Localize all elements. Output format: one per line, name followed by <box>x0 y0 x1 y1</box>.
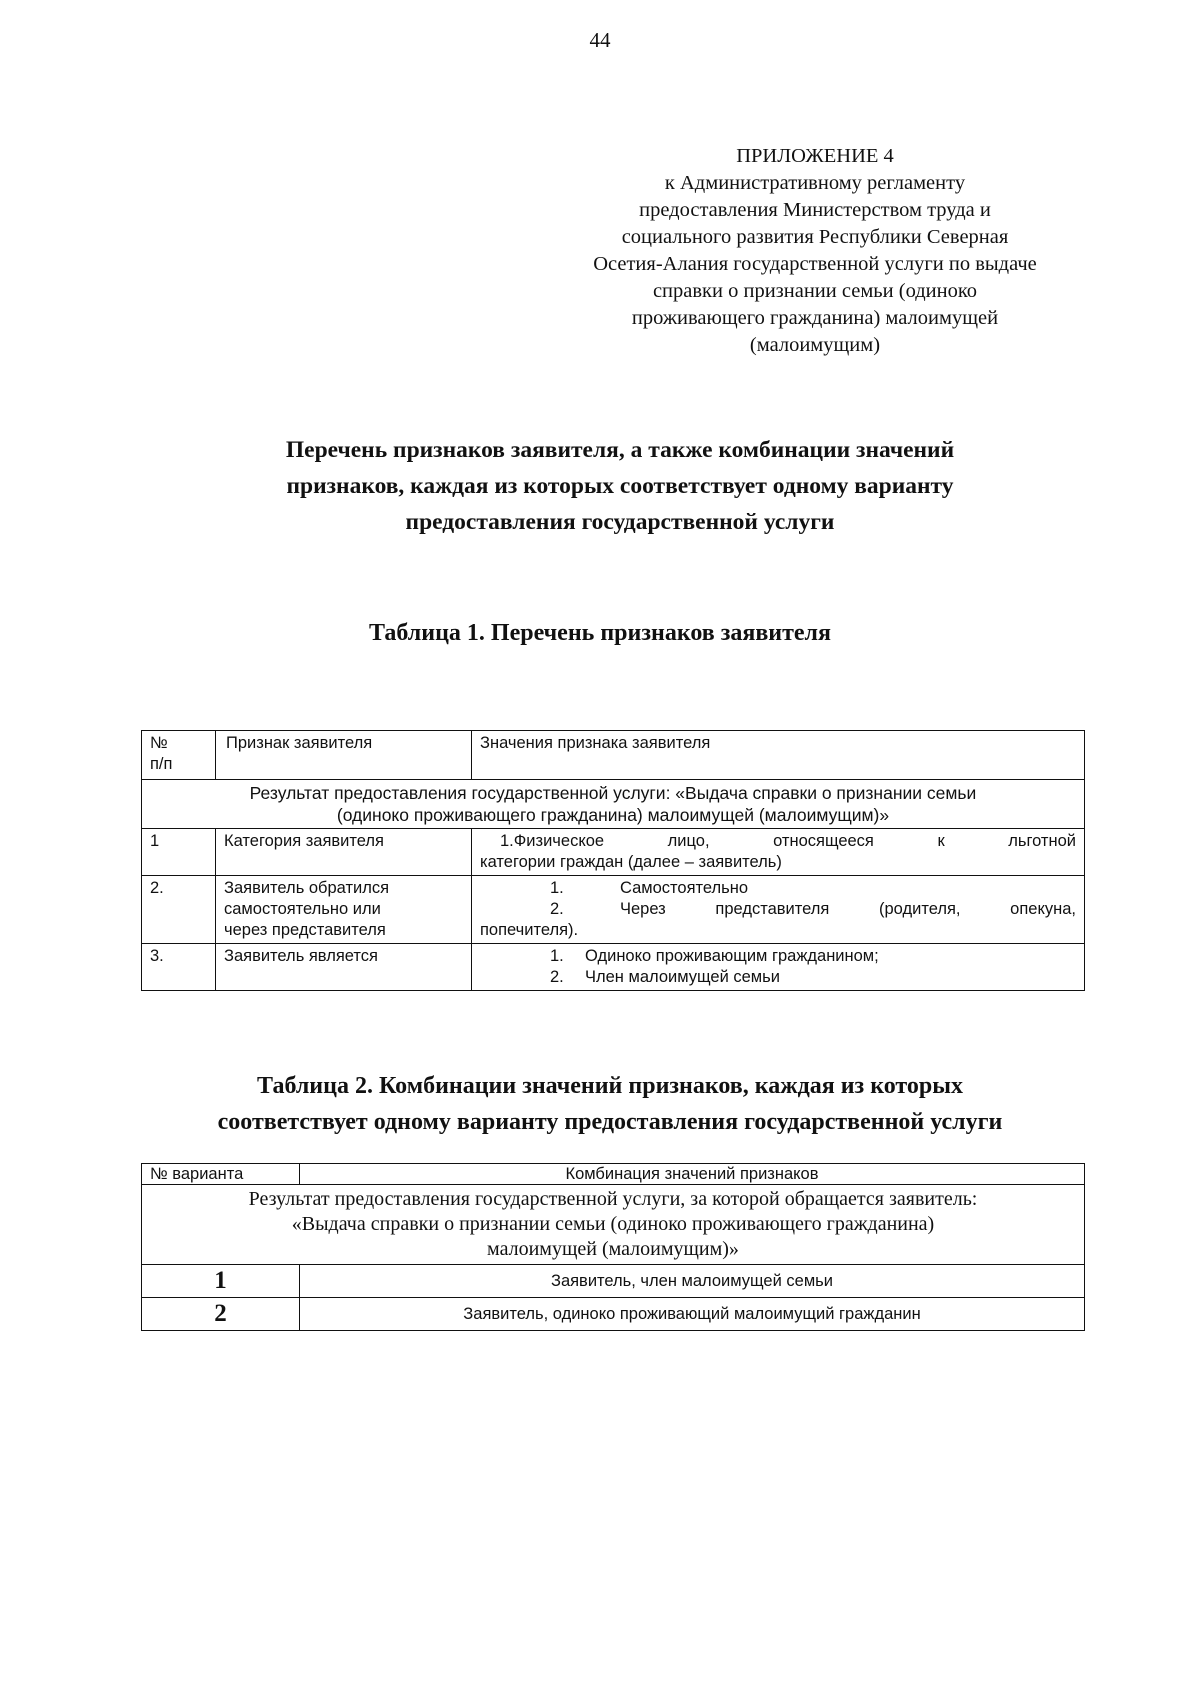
appendix-line: проживающего гражданина) малоимущей <box>631 307 999 329</box>
applicant-signs-table <box>141 730 1085 991</box>
result-line: малоимущей (малоимущим)» <box>487 1238 739 1260</box>
header-combination: Комбинация значений признаков <box>300 1164 1085 1185</box>
table2-title <box>130 1068 1090 1140</box>
table-row <box>142 1298 1085 1331</box>
document-title <box>170 432 1070 540</box>
row-sign <box>216 876 472 944</box>
header-values: Значения признака заявителя <box>472 731 1085 780</box>
variant-combinations-table <box>141 1163 1085 1331</box>
appendix-line: Осетия-Алания государственной услуги по выдаче <box>593 253 1037 275</box>
result-row <box>142 1185 1085 1265</box>
document-title-line: признаков, каждая из которых соответствует одному варианту <box>286 473 954 499</box>
appendix-line: ПРИЛОЖЕНИЕ 4 <box>736 145 894 167</box>
variant-combination: Заявитель, одиноко проживающий малоимущий гражданин <box>300 1298 1085 1331</box>
item-number: 2. <box>550 968 564 986</box>
table-header-row <box>142 1164 1085 1185</box>
table2-title-line: соответствует одному варианту предоставления государственной услуги <box>217 1109 1003 1135</box>
row-num: 3. <box>142 944 216 991</box>
row-values <box>472 876 1085 944</box>
variant-combination: Заявитель, член малоимущей семьи <box>300 1265 1085 1298</box>
sign-line: самостоятельно или <box>224 900 381 918</box>
item-text: Через представителя (родителя, опекуна, <box>620 900 1076 918</box>
header-sign: Признак заявителя <box>216 731 472 780</box>
row-sign: Заявитель является <box>216 944 472 991</box>
appendix-line: справки о признании семьи (одиноко <box>652 280 978 302</box>
appendix-line: (малоимущим) <box>749 334 881 356</box>
value-item <box>480 967 1076 988</box>
value-item <box>480 878 1076 899</box>
value-line: 1.Физическое лицо, относящееся к льготной <box>500 832 1076 850</box>
table-row <box>142 876 1085 944</box>
table-header-row <box>142 731 1085 780</box>
header-num-line2: п/п <box>150 755 173 773</box>
result-line: Результат предоставления государственной услуги, за которой обращается заявитель: <box>248 1188 978 1210</box>
value-item-continuation: попечителя). <box>480 921 579 939</box>
row-values <box>472 829 1085 876</box>
row-num: 2. <box>142 876 216 944</box>
appendix-header <box>540 143 1090 359</box>
appendix-line: к Административному регламенту <box>664 172 966 194</box>
result-cell <box>142 780 1085 829</box>
appendix-line: социального развития Республики Северная <box>621 226 1009 248</box>
table-row <box>142 944 1085 991</box>
item-text: Самостоятельно <box>620 879 749 897</box>
item-text: Член малоимущей семьи <box>585 968 780 986</box>
item-number: 2. <box>550 900 564 918</box>
table2-title-line: Таблица 2. Комбинации значений признаков, каждая из которых <box>257 1073 963 1099</box>
sign-line: Заявитель обратился <box>224 879 390 897</box>
item-number: 1. <box>550 879 564 897</box>
header-variant: № варианта <box>142 1164 300 1185</box>
document-title-line: Перечень признаков заявителя, а также комбинации значений <box>285 437 955 463</box>
variant-number: 2 <box>142 1298 300 1331</box>
result-line: (одиноко проживающего гражданина) малоимущей (малоимущим)» <box>336 805 890 825</box>
value-item <box>480 899 1076 920</box>
table1-title: Таблица 1. Перечень признаков заявителя <box>368 620 832 646</box>
document-title-line: предоставления государственной услуги <box>405 509 835 535</box>
row-sign: Категория заявителя <box>216 829 472 876</box>
row-num: 1 <box>142 829 216 876</box>
value-item <box>480 946 1076 967</box>
result-row <box>142 780 1085 829</box>
variant-number: 1 <box>142 1265 300 1298</box>
page-number: 44 <box>589 28 611 52</box>
row-values <box>472 944 1085 991</box>
value-line: категории граждан (далее – заявитель) <box>480 853 782 871</box>
table-row <box>142 829 1085 876</box>
header-num <box>142 731 216 780</box>
result-line: Результат предоставления государственной услуги: «Выдача справки о признании семьи <box>249 783 977 803</box>
result-line: «Выдача справки о признании семьи (одиноко проживающего гражданина) <box>291 1213 935 1235</box>
sign-line: через представителя <box>224 921 386 939</box>
header-num-line1: № <box>150 734 168 752</box>
item-number: 1. <box>550 947 564 965</box>
item-text: Одиноко проживающим гражданином; <box>585 947 879 965</box>
appendix-line: предоставления Министерством труда и <box>639 199 991 221</box>
result-cell <box>142 1185 1085 1265</box>
table-row <box>142 1265 1085 1298</box>
